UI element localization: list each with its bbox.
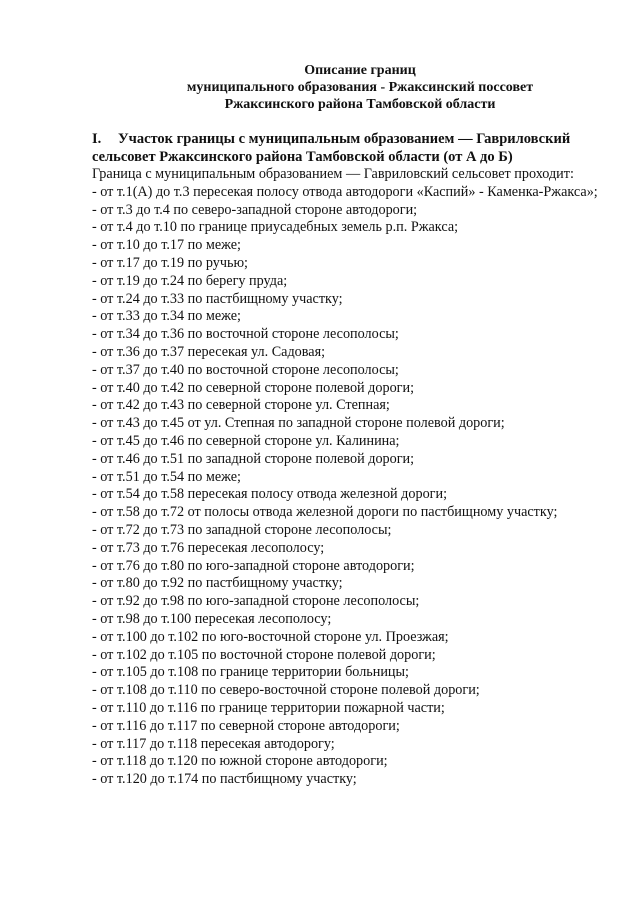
list-item: - от т.54 до т.58 пересекая полосу отвода железной дороги; <box>92 486 448 503</box>
list-item: - от т.105 до т.108 по границе территории больницы; <box>92 664 409 681</box>
list-item: - от т.118 до т.120 по южной стороне автодороги; <box>92 753 388 770</box>
list-item: - от т.17 до т.19 по ручью; <box>92 254 248 271</box>
list-item: - от т.36 до т.37 пересекая ул. Садовая; <box>92 343 326 360</box>
list-item: - от т.92 до т.98 по юго-западной стороне лесополосы; <box>92 593 420 610</box>
list-item: - от т.58 до т.72 от полосы отвода железной дороги по пастбищному участку; <box>92 504 558 521</box>
section-title-line-2: сельсовет Ржаксинского района Тамбовской области (от А до Б) <box>92 148 513 165</box>
list-item: - от т.51 до т.54 по меже; <box>92 468 241 485</box>
list-item: - от т.102 до т.105 по восточной стороне полевой дороги; <box>92 646 436 663</box>
list-item: - от т.24 до т.33 по пастбищному участку; <box>92 290 343 307</box>
list-item: - от т.10 до т.17 по меже; <box>92 237 241 254</box>
list-item: - от т.98 до т.100 пересекая лесополосу; <box>92 610 332 627</box>
list-item: - от т.76 до т.80 по юго-западной стороне автодороги; <box>92 557 415 574</box>
list-item: - от т.100 до т.102 по юго-восточной стороне ул. Проезжая; <box>92 628 449 645</box>
list-item: - от т.33 до т.34 по меже; <box>92 308 241 325</box>
list-item: - от т.37 до т.40 по восточной стороне лесополосы; <box>92 361 399 378</box>
heading-line-2: муниципального образования - Ржаксинский поссовет <box>186 80 534 95</box>
list-item: - от т.19 до т.24 по берегу пруда; <box>92 272 288 289</box>
heading-line-1: Описание границ <box>304 63 416 78</box>
list-item: - от т.110 до т.116 по границе территории пожарной части; <box>92 699 445 716</box>
heading-line-3: Ржаксинского района Тамбовской области <box>224 97 496 112</box>
list-item: - от т.34 до т.36 по восточной стороне лесополосы; <box>92 326 399 343</box>
document-heading <box>80 62 640 113</box>
list-item: - от т.116 до т.117 по северной стороне автодороги; <box>92 717 400 734</box>
list-item: - от т.72 до т.73 по западной стороне лесополосы; <box>92 521 392 538</box>
list-item: - от т.73 до т.76 пересекая лесополосу; <box>92 539 325 556</box>
list-item: - от т.43 до т.45 от ул. Степная по западной стороне полевой дороги; <box>92 415 505 432</box>
section-title <box>92 131 622 166</box>
list-item: - от т.45 до т.46 по северной стороне ул. Калинина; <box>92 432 400 449</box>
intro-paragraph: Граница с муниципальным образованием — Гавриловский сельсовет проходит: <box>92 166 574 182</box>
list-item: - от т.3 до т.4 по северо-западной стороне автодороги; <box>92 201 418 218</box>
list-item: - от т.117 до т.118 пересекая автодорогу; <box>92 735 335 752</box>
list-item: - от т.80 до т.92 по пастбищному участку; <box>92 575 343 592</box>
section-title-line-1: Участок границы с муниципальным образованием — Гавриловский <box>118 131 571 147</box>
list-item: - от т.42 до т.43 по северной стороне ул. Степная; <box>92 397 390 414</box>
section-number: I. <box>92 131 102 147</box>
list-item: - от т.120 до т.174 по пастбищному участку; <box>92 771 357 788</box>
list-item: - от т.108 до т.110 по северо-восточной стороне полевой дороги; <box>92 682 480 699</box>
list-item: - от т.46 до т.51 по западной стороне полевой дороги; <box>92 450 415 467</box>
boundary-description <box>92 166 632 789</box>
list-item: - от т.40 до т.42 по северной стороне полевой дороги; <box>92 379 415 396</box>
list-item: - от т.4 до т.10 по границе приусадебных земель р.п. Ржакса; <box>92 219 459 236</box>
list-item: - от т.1(А) до т.3 пересекая полосу отвода автодороги «Каспий» - Каменка-Ржакса»; <box>92 183 598 200</box>
